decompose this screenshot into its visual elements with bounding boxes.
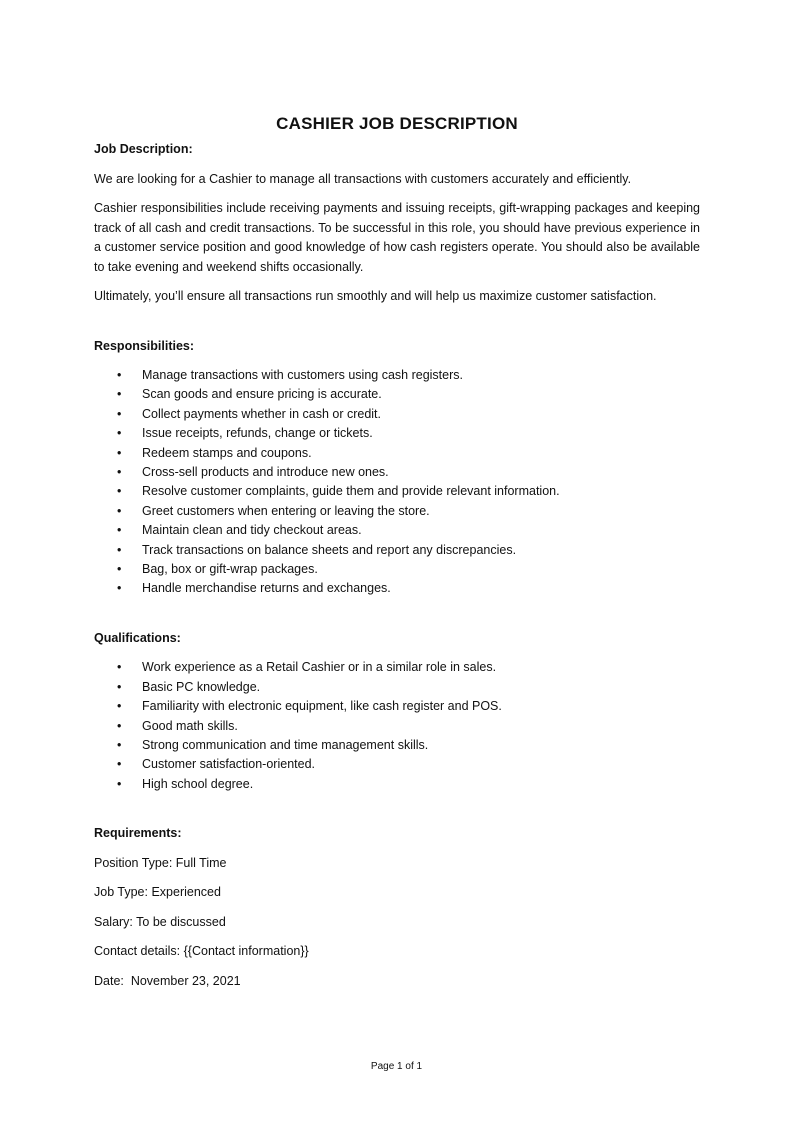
list-item: • Work experience as a Retail Cashier or in a similar role in sales. xyxy=(94,658,700,677)
bullet-icon: • xyxy=(117,445,122,460)
qualifications-list xyxy=(94,658,700,794)
job-description-heading: Job Description: xyxy=(94,142,193,156)
bullet-icon: • xyxy=(117,484,122,499)
bullet-icon: • xyxy=(117,368,122,382)
page-footer: Page 1 of 1 xyxy=(370,1061,423,1072)
list-item: • Scan goods and ensure pricing is accurate. xyxy=(94,385,700,404)
bullet-icon: • xyxy=(117,699,122,714)
list-item: • Issue receipts, refunds, change or tickets. xyxy=(94,424,700,443)
bullet-icon: • xyxy=(117,660,122,675)
job-description-paragraph-3: Ultimately, you’ll ensure all transactions run smoothly and will help us maximize customer satisfaction. xyxy=(94,289,657,303)
requirement-job-type: Job Type: Experienced xyxy=(94,885,221,900)
list-item: • Handle merchandise returns and exchanges. xyxy=(94,579,700,598)
section-spacer xyxy=(94,599,700,629)
list-item: • Cross-sell products and introduce new ones. xyxy=(94,463,700,482)
bullet-icon: • xyxy=(117,776,122,791)
document-title: CASHIER JOB DESCRIPTION xyxy=(276,114,518,133)
list-item: • Track transactions on balance sheets and report any discrepancies. xyxy=(94,541,700,560)
bullet-icon: • xyxy=(117,718,122,733)
list-item: • Familiarity with electronic equipment, like cash register and POS. xyxy=(94,697,700,716)
bullet-icon: • xyxy=(117,426,122,441)
section-spacer xyxy=(94,307,700,337)
list-item: • Resolve customer complaints, guide them and provide relevant information. xyxy=(94,482,700,501)
list-item: • Maintain clean and tidy checkout areas. xyxy=(94,521,700,540)
section-spacer xyxy=(94,794,700,824)
list-item: • Good math skills. xyxy=(94,717,700,736)
list-item: • High school degree. xyxy=(94,775,700,794)
list-item: • Redeem stamps and coupons. xyxy=(94,444,700,463)
list-item: • Strong communication and time management skills. xyxy=(94,736,700,755)
bullet-icon: • xyxy=(117,542,122,557)
qualifications-heading: Qualifications: xyxy=(94,630,181,645)
requirement-salary: Salary: To be discussed xyxy=(94,914,226,929)
document-page xyxy=(94,112,700,991)
list-item: • Greet customers when entering or leaving the store. xyxy=(94,502,700,521)
responsibilities-heading: Responsibilities: xyxy=(94,338,195,353)
requirement-position-type: Position Type: Full Time xyxy=(94,855,227,870)
bullet-icon: • xyxy=(117,387,122,402)
list-item: • Collect payments whether in cash or credit. xyxy=(94,405,700,424)
bullet-icon: • xyxy=(117,406,122,421)
bullet-icon: • xyxy=(117,465,122,480)
bullet-icon: • xyxy=(117,738,122,752)
bullet-icon: • xyxy=(117,523,122,538)
list-item: • Manage transactions with customers using cash registers. xyxy=(94,366,700,385)
list-item: • Bag, box or gift-wrap packages. xyxy=(94,560,700,579)
job-description-paragraph-2: Cashier responsibilities include receiving payments and issuing receipts, gift-wrapping packages and keeping track of all cash and credit transactions. To be successful in this role, you should have previous experience in a customer service position and good knowledge of how cash registers operate. You should also be available to take evening and weekend shifts occasionally. xyxy=(94,201,700,274)
list-item: • Basic PC knowledge. xyxy=(94,678,700,697)
job-description-paragraph-1: We are looking for a Cashier to manage all transactions with customers accurately and efficiently. xyxy=(94,171,632,186)
requirement-contact-details: Contact details: {{Contact information}} xyxy=(94,944,309,959)
responsibilities-list xyxy=(94,366,700,599)
requirements-heading: Requirements: xyxy=(94,826,182,841)
bullet-icon: • xyxy=(117,679,122,694)
bullet-icon: • xyxy=(117,581,122,596)
bullet-icon: • xyxy=(117,503,122,518)
requirement-date: Date: November 23, 2021 xyxy=(94,973,241,988)
list-item: • Customer satisfaction-oriented. xyxy=(94,755,700,774)
bullet-icon: • xyxy=(117,562,122,577)
bullet-icon: • xyxy=(117,757,122,772)
